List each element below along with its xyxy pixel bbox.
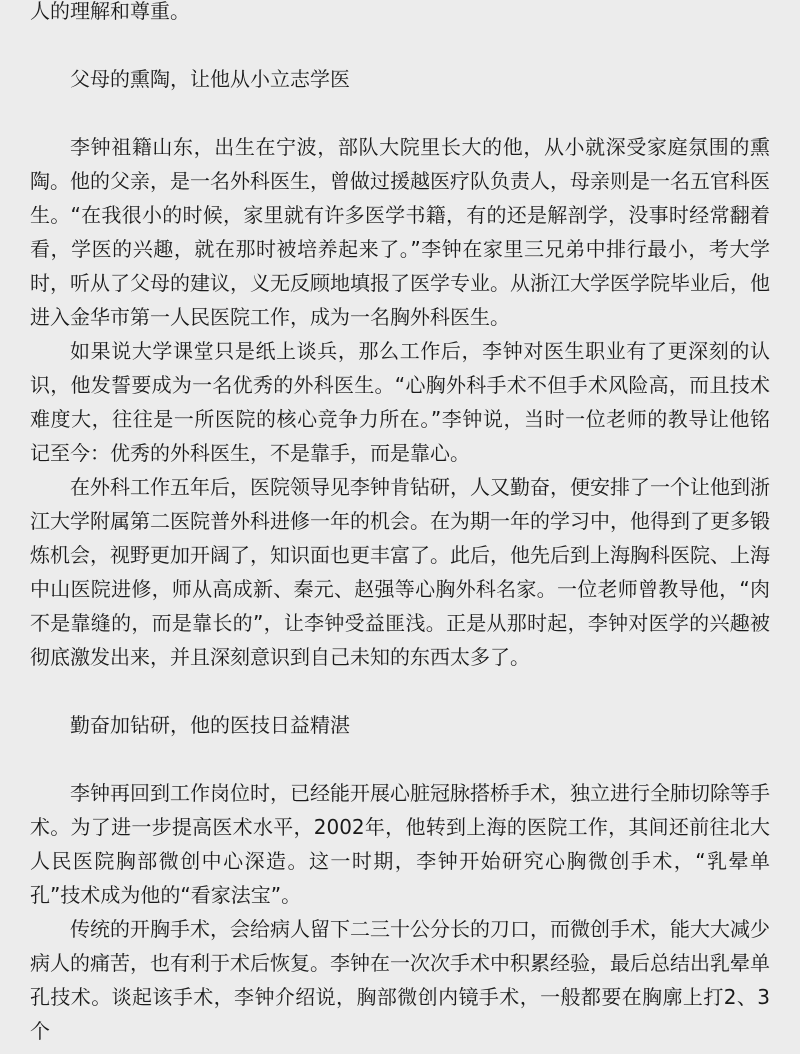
paragraph-3: 如果说大学课堂只是纸上谈兵，那么工作后，李钟对医生职业有了更深刻的认识，他发誓要成为一名优秀的外科医生。“心胸外科手术不但手术风险高，而且技术难度大，往往是一所医院的核心竞争力所在。”李钟说，当时一位老师的教导让他铭记至今：优秀的外科医生，不是靠手，而是靠心。 [30, 339, 770, 465]
paragraph-gap [30, 742, 770, 776]
paragraph-6: 传统的开胸手术，会给病人留下二三十公分长的刀口，而微创手术，能大大减少病人的痛苦，也有利于术后恢复。李钟在一次次手术中积累经验，最后总结出乳晕单孔技术。谈起该手术，李钟介绍说，胸部微创内镜手术，一般都要在胸廓上打2、3个 [30, 917, 770, 1043]
paragraph-gap [30, 674, 770, 708]
paragraph-1: 人的理解和尊重。 [30, 0, 190, 23]
article-body [30, 0, 770, 1048]
section-heading-2: 勤奋加钻研，他的医技日益精湛 [70, 713, 350, 737]
paragraph-gap [30, 28, 770, 62]
paragraph-gap [30, 96, 770, 130]
section-heading-1: 父母的熏陶，让他从小立志学医 [70, 67, 350, 91]
paragraph-5: 李钟再回到工作岗位时，已经能开展心脏冠脉搭桥手术，独立进行全肺切除等手术。为了进一步提高医术水平，2002年，他转到上海的医院工作，其间还前往北大人民医院胸部微创中心深造。这一时期，李钟开始研究心胸微创手术，“乳晕单孔”技术成为他的“看家法宝”。 [30, 781, 770, 907]
paragraph-4: 在外科工作五年后，医院领导见李钟肯钻研，人又勤奋，便安排了一个让他到浙江大学附属第二医院普外科进修一年的机会。在为期一年的学习中，他得到了更多锻炼机会，视野更加开阔了，知识面也更丰富了。此后，他先后到上海胸科医院、上海中山医院进修，师从高成新、秦元、赵强等心胸外科名家。一位老师曾教导他，“肉不是靠缝的，而是靠长的”，让李钟受益匪浅。正是从那时起，李钟对医学的兴趣被彻底激发出来，并且深刻意识到自己未知的东西太多了。 [30, 475, 770, 669]
paragraph-2: 李钟祖籍山东，出生在宁波，部队大院里长大的他，从小就深受家庭氛围的熏陶。他的父亲，是一名外科医生，曾做过援越医疗队负责人，母亲则是一名五官科医生。“在我很小的时候，家里就有许多医学书籍，有的还是解剖学，没事时经常翻着看，学医的兴趣，就在那时被培养起来了。”李钟在家里三兄弟中排行最小，考大学时，听从了父母的建议，义无反顾地填报了医学专业。从浙江大学医学院毕业后，他进入金华市第一人民医院工作，成为一名胸外科医生。 [30, 135, 770, 329]
